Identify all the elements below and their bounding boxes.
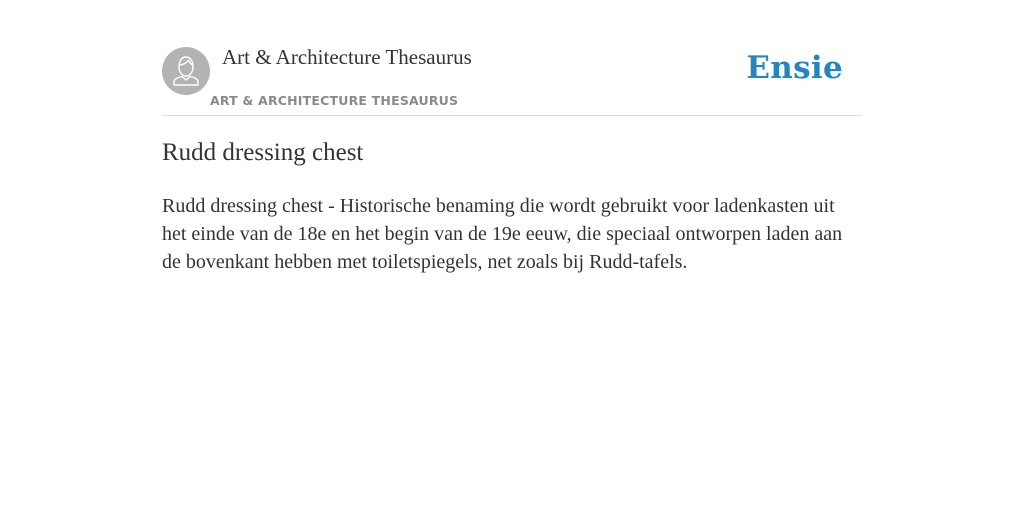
entry-header [162, 0, 862, 116]
entry-definition: Rudd dressing chest - Historische benaming die wordt gebruikt voor ladenkasten uit het einde van de 18e en het begin van de 19e eeuw, die speciaal ontworpen laden aan de bovenkant hebben met toiletspiegels, net zoals bij Rudd-tafels. [162, 195, 843, 273]
source-label[interactable]: ART & ARCHITECTURE THESAURUS [210, 93, 459, 108]
entry-title: Rudd dressing chest [162, 139, 364, 166]
avatar[interactable] [162, 47, 210, 95]
user-icon [162, 47, 210, 95]
brand-logo[interactable]: Ensie [746, 50, 843, 86]
page-container [162, 0, 862, 273]
author-name[interactable]: Art & Architecture Thesaurus [222, 45, 472, 69]
